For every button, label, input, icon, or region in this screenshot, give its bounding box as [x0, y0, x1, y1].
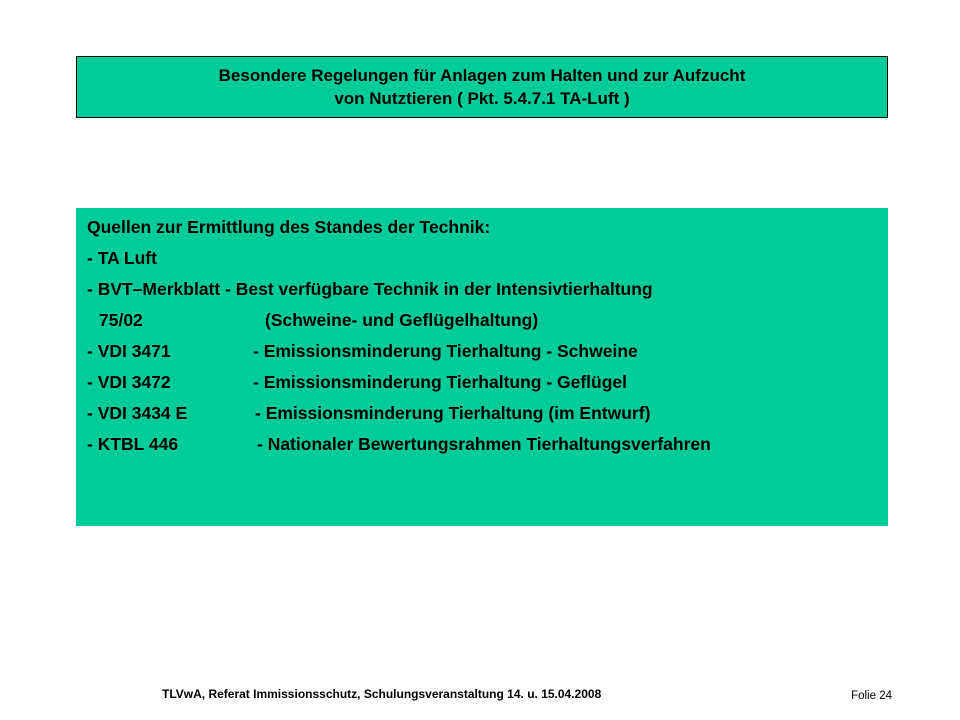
slide-number: Folie 24	[851, 690, 892, 702]
list-item	[87, 336, 888, 367]
list-item-desc: (Schweine- und Geflügelhaltung)	[265, 310, 539, 330]
list-item-ref: - TA Luft	[87, 248, 157, 268]
list-item-ref: - VDI 3434 E	[87, 403, 188, 423]
list-item-ref: 75/02	[99, 310, 143, 330]
list-item-ref: - KTBL 446	[87, 434, 179, 454]
list-item-desc: - Emissionsminderung Tierhaltung - Geflügel	[253, 372, 628, 392]
list-item	[87, 398, 888, 429]
list-item	[87, 367, 888, 398]
slide-title-box	[76, 56, 888, 118]
content-heading	[87, 212, 888, 243]
list-item-desc: - Emissionsminderung Tierhaltung (im Entwurf)	[255, 403, 651, 423]
list-item	[87, 429, 888, 460]
slide-title-line-1: Besondere Regelungen für Anlagen zum Halten und zur Aufzucht	[218, 66, 746, 85]
list-item	[87, 274, 888, 305]
list-item-desc: - Emissionsminderung Tierhaltung - Schweine	[253, 341, 638, 361]
list-item-ref: - BVT–Merkblatt - Best verfügbare Technik in der Intensivtierhaltung	[87, 279, 653, 299]
content-box	[76, 208, 888, 526]
list-item-desc: - Nationaler Bewertungsrahmen Tierhaltungsverfahren	[257, 434, 711, 454]
list-item	[87, 243, 888, 274]
content-heading-text: Quellen zur Ermittlung des Standes der Technik:	[87, 217, 491, 237]
slide-title-line-2: von Nutztieren ( Pkt. 5.4.7.1 TA-Luft )	[334, 89, 630, 108]
list-item-ref: - VDI 3471	[87, 341, 171, 361]
footer-text: TLVwA, Referat Immissionsschutz, Schulungsveranstaltung 14. u. 15.04.2008	[162, 687, 602, 701]
list-item-ref: - VDI 3472	[87, 372, 171, 392]
list-item	[87, 305, 888, 336]
